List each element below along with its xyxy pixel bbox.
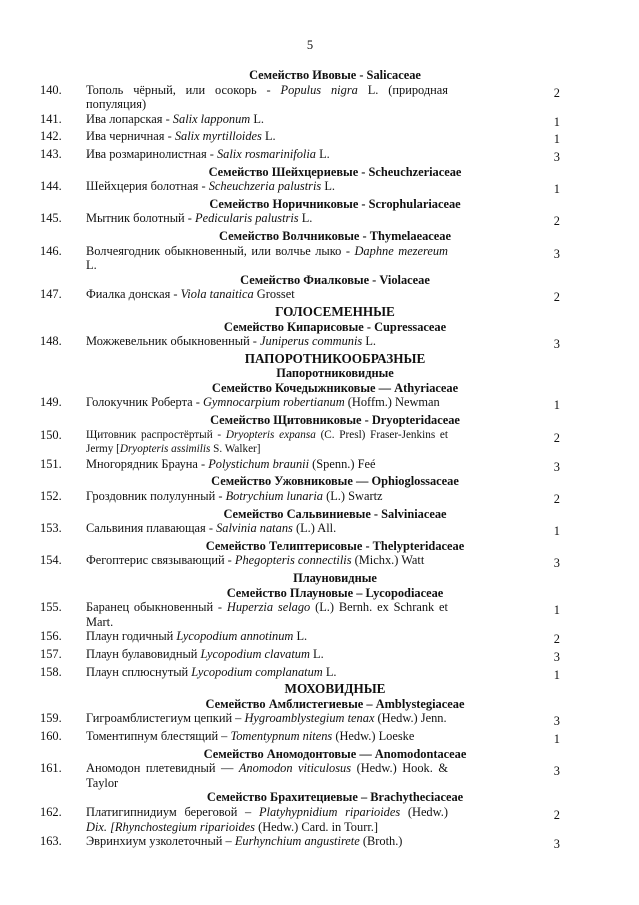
species-name [86, 665, 448, 680]
species-entry [40, 129, 580, 147]
rarity-category: 1 [553, 667, 560, 682]
rarity-category: 2 [553, 290, 560, 305]
rarity-category: 2 [553, 807, 560, 822]
name-text: L. [322, 664, 337, 679]
species-name [86, 553, 448, 568]
name-text: L. [298, 211, 313, 226]
entry-number: 153. [40, 521, 62, 536]
name-text: (L.) Swartz [323, 489, 383, 504]
latin-name: Anomodon viticulosus [238, 761, 352, 776]
latin-name: Viola tanaitica [180, 287, 254, 302]
latin-name: Platyhypnidium riparioides [258, 804, 401, 819]
species-name [86, 729, 448, 744]
entry-number: 163. [40, 834, 62, 849]
species-entry [40, 521, 580, 539]
species-name [86, 147, 448, 162]
species-entry [40, 805, 580, 834]
species-entry [40, 457, 580, 475]
name-text: Гроздовник полулунный - [86, 489, 226, 504]
name-text: Эвринхиум узколеточный – [86, 834, 235, 849]
entry-number: 156. [40, 629, 62, 644]
rarity-category: 3 [553, 149, 560, 164]
family-heading: Семейство Щитовниковые - Dryopteridaceae [210, 413, 460, 428]
name-text: Ива черничная - [86, 129, 175, 144]
species-entry [40, 112, 580, 130]
family-heading: Семейство Амблистегиевые – Amblystegiaceae [205, 696, 465, 711]
family-heading: Семейство Аномодонтовые — Anomodontaceae [203, 746, 467, 761]
section-heading: МОХОВИДНЫЕ [284, 681, 386, 697]
entry-number: 144. [40, 179, 62, 194]
name-text: (Hedw.) Card. in Tourr.] [254, 819, 378, 834]
species-name [86, 711, 448, 726]
entry-number: 154. [40, 553, 62, 568]
name-text: Ива розмаринолистная - [86, 146, 217, 161]
name-text: Голокучник Роберта - [86, 395, 203, 410]
section-heading: ГОЛОСЕМЕННЫЕ [275, 303, 395, 319]
rarity-category: 3 [553, 459, 560, 474]
name-text: Фиалка донская - [86, 287, 181, 302]
species-entry [40, 489, 580, 507]
entry-number: 151. [40, 456, 62, 471]
name-text: Щитовник распростёртый - [86, 428, 226, 441]
latin-name: Salix myrtilloides [174, 129, 262, 144]
species-name [86, 761, 448, 790]
species-name [86, 834, 448, 849]
species-entry [40, 647, 580, 665]
species-name [86, 244, 448, 273]
species-name [86, 179, 448, 194]
rarity-category: 3 [553, 337, 560, 352]
name-text: L. [250, 111, 264, 126]
species-entry [40, 211, 580, 229]
name-text: (Hoffm.) Newman [344, 395, 440, 410]
name-text: Плаун годичный [86, 629, 177, 644]
latin-name: Salix lapponum [172, 111, 251, 126]
name-text: Шейхцерия болотная - [86, 179, 209, 194]
name-text: (Spenn.) Feé [309, 456, 376, 471]
name-text: Плаун булавовидный [86, 646, 201, 661]
latin-name: Juniperus communis [260, 334, 363, 349]
latin-name: Hygroamblystegium tenax [244, 711, 375, 726]
species-name [86, 629, 448, 644]
species-entry [40, 600, 580, 629]
species-entry [40, 334, 580, 352]
species-name [86, 112, 448, 127]
name-text: (Michx.) Watt [351, 553, 425, 568]
latin-name: Dryopteris assimilis [119, 443, 211, 456]
name-text: Гигроамблистегиум цепкий – [86, 711, 245, 726]
family-heading: Семейство Ужовниковые — Ophioglossaceae [211, 474, 459, 489]
latin-name: Botrychium lunaria [225, 489, 323, 504]
name-text: L. (природная популяция) [86, 82, 448, 112]
family-heading: Семейство Ивовые - Salicaceae [249, 68, 421, 82]
latin-name: Huperzia selago [226, 600, 311, 615]
family-heading: Семейство Фиалковые - Violaceae [240, 272, 430, 287]
latin-name: Phegopteris connectilis [234, 553, 352, 568]
name-text: (L.) All. [292, 521, 337, 536]
family-heading: Плауновидные [293, 571, 377, 585]
name-text: Сальвиния плавающая - [86, 521, 217, 536]
latin-name: Daphne mezereum [354, 243, 449, 258]
name-text: (Hedw.) [400, 804, 448, 819]
species-name [86, 211, 448, 226]
rarity-category: 2 [553, 430, 560, 445]
name-text: Мытник болотный - [86, 211, 196, 226]
entry-number: 146. [40, 243, 62, 258]
family-heading: Семейство Кочедыжниковые — Athyriaceae [211, 380, 459, 395]
rarity-category: 1 [553, 114, 560, 129]
rarity-category: 3 [553, 649, 560, 664]
species-entry [40, 553, 580, 571]
rarity-category: 3 [553, 246, 560, 261]
name-text: Grosset [253, 287, 295, 302]
rarity-category: 1 [553, 182, 560, 197]
latin-name: Pedicularis palustris [195, 211, 299, 226]
rarity-category: 3 [553, 764, 560, 779]
family-heading: Семейство Плауновые – Lycopodiaceae [226, 585, 444, 600]
entry-number: 149. [40, 395, 62, 410]
latin-name: Dryopteris expansa [225, 428, 316, 441]
species-name [86, 83, 448, 112]
species-entry [40, 729, 580, 747]
species-name [86, 600, 448, 629]
latin-name: Lycopodium clavatum [200, 646, 310, 661]
name-text: (Hedw.) Jenn. [374, 711, 447, 726]
rarity-category: 2 [553, 85, 560, 100]
species-entry [40, 761, 580, 790]
name-text: Тополь чёрный, или осокорь - [86, 82, 281, 97]
name-text: Плаун сплюснутый [86, 664, 192, 679]
name-text: (L.) Bernh. ex Schrank et Mart. [86, 600, 449, 629]
page-number: 5 [306, 38, 314, 52]
name-text: L. [309, 646, 324, 661]
species-name [86, 428, 448, 457]
latin-name: Tomentypnum nitens [230, 728, 333, 743]
entry-number: 148. [40, 334, 62, 349]
latin-name: Populus nigra [280, 82, 358, 97]
rarity-category: 2 [553, 632, 560, 647]
name-text: Многорядник Брауна - [86, 456, 209, 471]
species-entry [40, 629, 580, 647]
name-text: L. [321, 179, 336, 194]
species-name [86, 287, 448, 302]
family-heading: Семейство Телиптерисовые - Thelypteridaceae [205, 538, 465, 553]
species-entry [40, 287, 580, 305]
latin-name: Gymnocarpium robertianum [202, 395, 345, 410]
rarity-category: 3 [553, 837, 560, 852]
name-text: L. [316, 146, 330, 161]
family-heading: Папоротниковидные [276, 366, 394, 381]
species-name [86, 521, 448, 536]
species-list [40, 68, 580, 852]
entry-number: 150. [40, 427, 62, 442]
name-text: L. [261, 129, 276, 144]
entry-number: 147. [40, 287, 62, 302]
rarity-category: 1 [553, 731, 560, 746]
latin-name: Salix rosmarinifolia [216, 146, 316, 161]
name-text: Ива лопарская - [86, 111, 173, 126]
latin-name: Salvinia natans [216, 521, 293, 536]
species-entry [40, 428, 580, 457]
name-text: (C. Presl) Fraser-Jenkins et Jermy [ [86, 428, 448, 456]
entry-number: 143. [40, 146, 62, 161]
name-text: Томентипнум блестящий – [86, 728, 231, 743]
name-text: Волчеягодник обыкновенный, или волчье лыко - [86, 243, 355, 258]
entry-number: 140. [40, 82, 62, 97]
latin-name: Dix. [Rhynchostegium riparioides [86, 819, 255, 834]
species-entry [40, 244, 580, 273]
entry-number: 142. [40, 129, 62, 144]
section-heading: ПАПОРОТНИКООБРАЗНЫЕ [244, 350, 426, 366]
entry-number: 152. [40, 489, 62, 504]
species-name [86, 395, 448, 410]
entry-number: 145. [40, 211, 62, 226]
entry-number: 141. [40, 111, 62, 126]
entry-number: 155. [40, 600, 62, 615]
entry-number: 160. [40, 728, 62, 743]
name-text: (Broth.) [359, 834, 403, 849]
rarity-category: 2 [553, 492, 560, 507]
species-name [86, 805, 448, 834]
name-text: L. [86, 258, 97, 273]
rarity-category: 2 [553, 214, 560, 229]
name-text: Платигипнидиум береговой – [86, 804, 259, 819]
species-entry [40, 395, 580, 413]
entry-number: 157. [40, 646, 62, 661]
species-name [86, 334, 448, 349]
name-text: S. Walker] [210, 443, 261, 456]
species-entry [40, 665, 580, 683]
rarity-category: 1 [553, 132, 560, 147]
rarity-category: 1 [553, 398, 560, 413]
family-heading: Семейство Норичниковые - Scrophulariaceae [209, 196, 461, 211]
species-entry [40, 711, 580, 729]
species-entry [40, 179, 580, 197]
name-text: (Hedw.) Loeske [332, 728, 415, 743]
entry-number: 159. [40, 711, 62, 726]
species-entry [40, 83, 580, 112]
latin-name: Polystichum braunii [208, 456, 310, 471]
family-heading: Семейство Шейхцериевые - Scheuchzeriaceae [208, 164, 462, 179]
name-text: (Hedw.) Hook. & Taylor [86, 761, 448, 790]
family-heading: Семейство Сальвиниевые - Salviniaceae [223, 506, 447, 521]
rarity-category: 1 [553, 524, 560, 539]
latin-name: Scheuchzeria palustris [208, 179, 322, 194]
name-text: L. [293, 629, 308, 644]
name-text: Баранец обыкновенный - [86, 600, 227, 615]
species-name [86, 129, 448, 144]
species-entry [40, 147, 580, 165]
species-name [86, 489, 448, 504]
name-text: Фегоптерис связывающий - [86, 553, 235, 568]
name-text: Аномодон плетевидный — [86, 761, 239, 776]
latin-name: Eurhynchium angustirete [234, 834, 360, 849]
species-name [86, 647, 448, 662]
entry-number: 161. [40, 761, 62, 776]
family-heading: Семейство Кипарисовые - Cupressaceae [223, 319, 447, 334]
latin-name: Lycopodium complanatum [191, 664, 323, 679]
rarity-category: 1 [553, 603, 560, 618]
name-text: L. [362, 334, 377, 349]
species-name [86, 457, 448, 472]
rarity-category: 3 [553, 714, 560, 729]
entry-number: 162. [40, 804, 62, 819]
entry-number: 158. [40, 664, 62, 679]
latin-name: Lycopodium annotinum [176, 629, 294, 644]
rarity-category: 3 [553, 556, 560, 571]
family-heading: Семейство Волчниковые - Thymelaeaceae [219, 228, 451, 243]
name-text: Можжевельник обыкновенный - [86, 334, 261, 349]
species-entry [40, 834, 580, 852]
family-heading: Семейство Брахитециевые – Brachytheciaceae [206, 790, 464, 805]
